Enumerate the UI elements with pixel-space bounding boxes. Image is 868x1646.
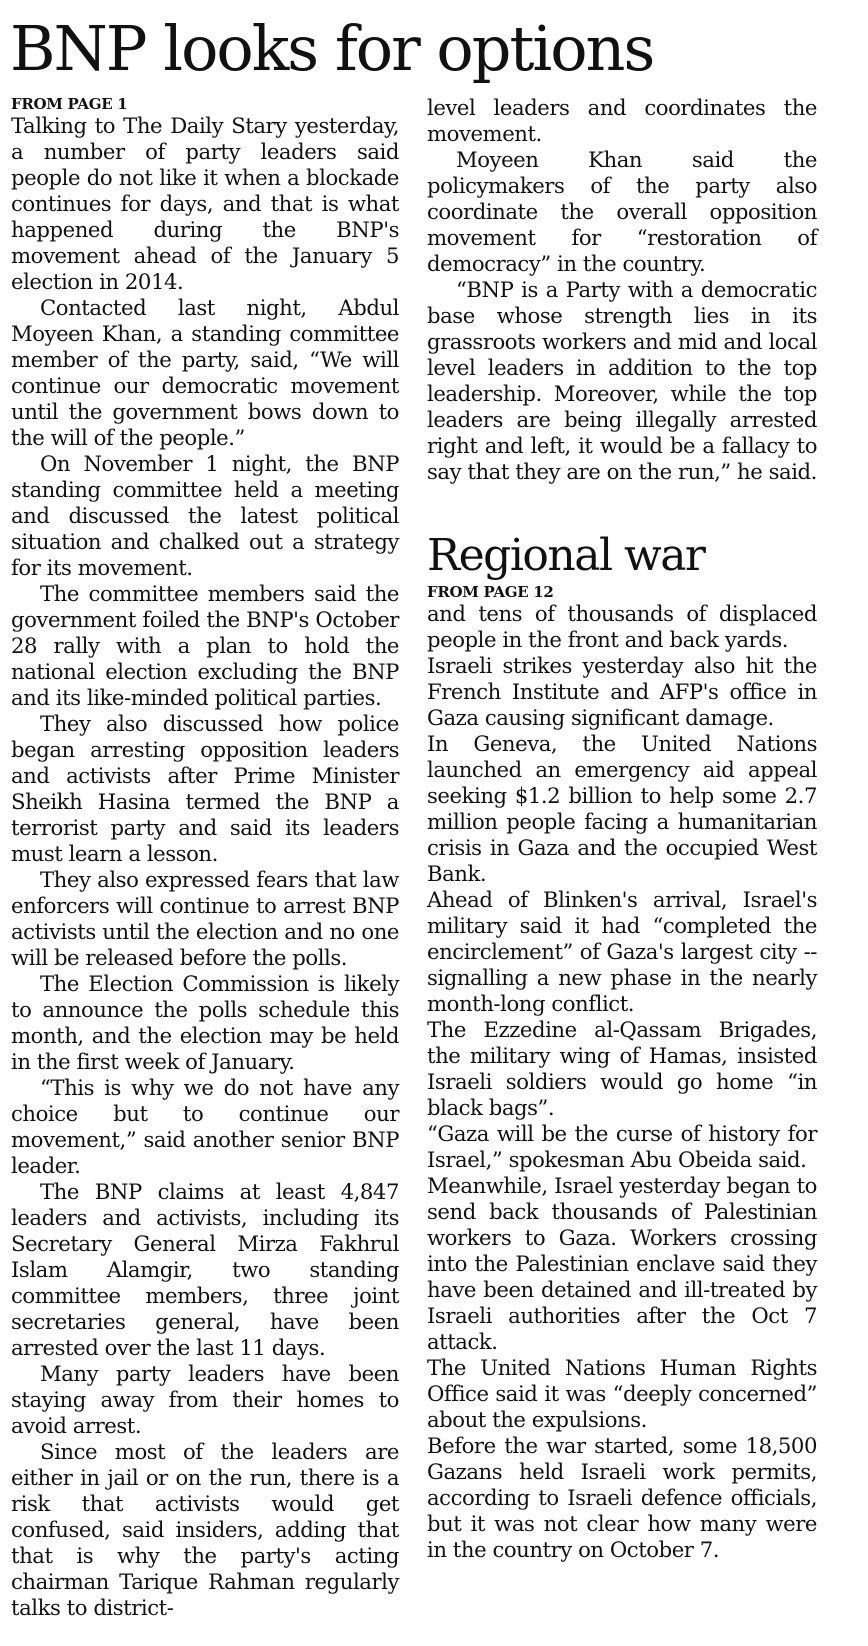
jump-line: FROM PAGE 1 bbox=[11, 95, 128, 113]
paragraph: Contacted last night, Abdul Moyeen Khan, a standing committee member of the party, said, “We will continue our democratic movement until the government bows down to the will of the people.” bbox=[11, 295, 399, 450]
paragraph: “Gaza will be the curse of history for Israel,” spokesman Abu Obeida said. bbox=[427, 1121, 817, 1172]
paragraph: “BNP is a Party with a democratic base whose strength lies in its grassroots workers and mid and local level leaders in addition to the top leadership. Moreover, while the top leaders are being illegally arrested right and left, it would be a fallacy to say that they are on the run,” he said. bbox=[427, 277, 817, 484]
paragraph: level leaders and coordinates the movement. bbox=[427, 95, 817, 146]
paragraph: Meanwhile, Israel yesterday began to send back thousands of Palestinian workers to Gaza. Workers crossing into the Palestinian enclave said they have been detained and ill-treated by Israeli authorities after the Oct 7 attack. bbox=[427, 1173, 817, 1354]
paragraph: Talking to The Daily Stary yesterday, a number of party leaders said people do not like it when a blockade continues for days, and that is what happened during the BNP's movement ahead of the January 5 election in 2014. bbox=[11, 113, 399, 294]
paragraph: They also discussed how police began arresting opposition leaders and activists after Prime Minister Sheikh Hasina termed the BNP a terrorist party and said its leaders must learn a lesson. bbox=[11, 711, 399, 866]
paragraph: On November 1 night, the BNP standing committee held a meeting and discussed the latest political situation and chalked out a strategy for its movement. bbox=[11, 451, 399, 580]
paragraph: The BNP claims at least 4,847 leaders and activists, including its Secretary General Mirza Fakhrul Islam Alamgir, two standing committee members, three joint secretaries general, have been arrested over the last 11 days. bbox=[11, 1179, 399, 1360]
paragraph: Ahead of Blinken's arrival, Israel's military said it had “completed the encirclement” of Gaza's largest city -- signalling a new phase in the nearly month-long conflict. bbox=[427, 887, 817, 1016]
paragraph: They also expressed fears that law enforcers will continue to arrest BNP activists until the election and no one will be released before the polls. bbox=[11, 867, 399, 970]
section-headline: Regional war bbox=[427, 530, 705, 581]
paragraph: The Election Commission is likely to announce the polls schedule this month, and the election may be held in the first week of January. bbox=[11, 971, 399, 1074]
paragraph: Since most of the leaders are either in jail or on the run, there is a risk that activists would get confused, said insiders, adding that that is why the party's acting chairman Tarique Rahman regularly talks to district- bbox=[11, 1439, 399, 1620]
paragraph: Many party leaders have been staying away from their homes to avoid arrest. bbox=[11, 1361, 399, 1438]
left-column bbox=[11, 95, 399, 1621]
paragraph: The United Nations Human Rights Office said it was “deeply concerned” about the expulsions. bbox=[427, 1355, 817, 1432]
paragraph: and tens of thousands of displaced people in the front and back yards. bbox=[427, 601, 817, 652]
paragraph: “This is why we do not have any choice but to continue our movement,” said another senior BNP leader. bbox=[11, 1075, 399, 1178]
paragraph: In Geneva, the United Nations launched an emergency aid appeal seeking $1.2 billion to help some 2.7 million people facing a humanitarian crisis in Gaza and the occupied West Bank. bbox=[427, 731, 817, 886]
story-headline: BNP looks for options bbox=[10, 12, 654, 85]
right-column bbox=[427, 95, 817, 1563]
paragraph: Israeli strikes yesterday also hit the French Institute and AFP's office in Gaza causing significant damage. bbox=[427, 653, 817, 730]
jump-line: FROM PAGE 12 bbox=[427, 583, 554, 601]
paragraph: Moyeen Khan said the policymakers of the party also coordinate the overall opposition movement for “restoration of democracy” in the country. bbox=[427, 147, 817, 276]
paragraph: The committee members said the government foiled the BNP's October 28 rally with a plan to hold the national election excluding the BNP and its like-minded political parties. bbox=[11, 581, 399, 710]
paragraph: The Ezzedine al-Qassam Brigades, the military wing of Hamas, insisted Israeli soldiers would go home “in black bags”. bbox=[427, 1017, 817, 1120]
paragraph: Before the war started, some 18,500 Gazans held Israeli work permits, according to Israeli defence officials, but it was not clear how many were in the country on October 7. bbox=[427, 1433, 817, 1562]
